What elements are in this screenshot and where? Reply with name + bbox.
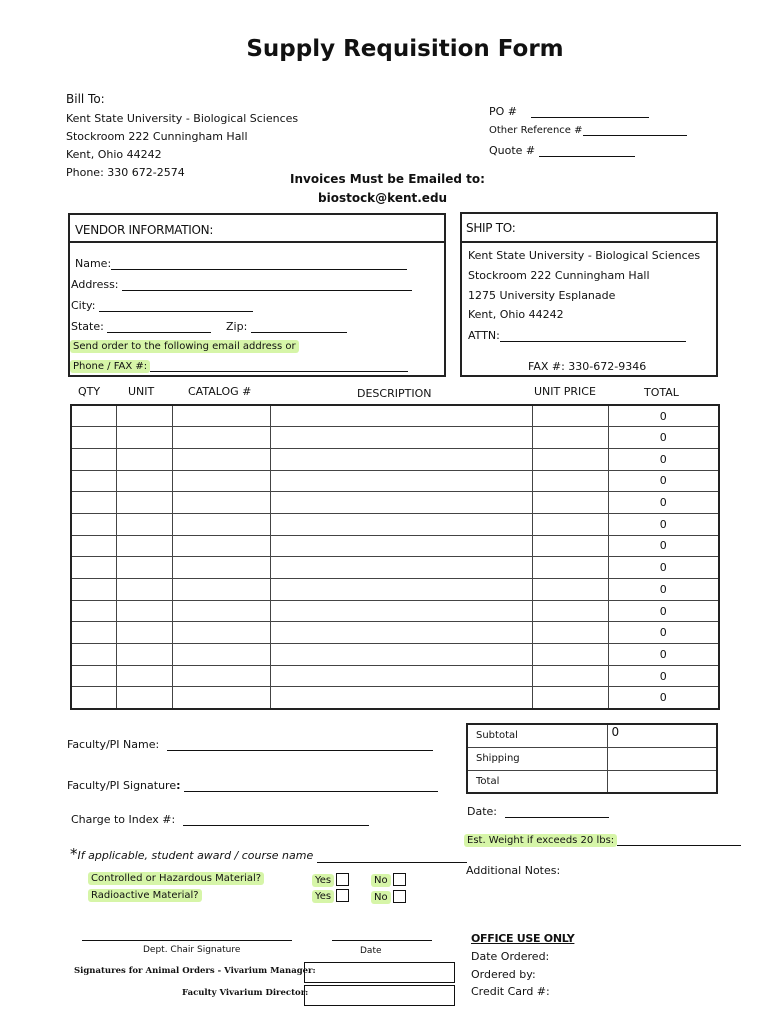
ship-to-line: 1275 University Esplanade [468,289,616,302]
yes-label: Yes [312,890,334,903]
catalog-cell[interactable] [172,470,270,492]
total-cell: 0 [608,470,719,492]
total-row [467,770,717,793]
vivarium-manager-input[interactable] [304,962,455,983]
bill-to-line: Kent, Ohio 44242 [66,148,162,161]
ship-to-box [460,212,718,377]
vendor-city-field[interactable] [71,299,253,312]
total-cell: 0 [608,665,719,687]
bill-to-label: Bill To: [66,92,105,106]
weight-label: Est. Weight if exceeds 20 lbs: [464,834,617,847]
catalog-cell[interactable] [172,427,270,449]
shipping-label: Shipping [467,747,607,770]
column-total: TOTAL [644,386,679,399]
total-cell: 0 [608,535,719,557]
description-cell[interactable] [270,535,532,557]
total-label: Total [467,770,607,793]
unit-price-cell[interactable] [532,513,608,535]
vendor-zip-field[interactable] [226,320,347,333]
unit-cell[interactable] [116,665,172,687]
qty-cell[interactable] [71,513,116,535]
unit-price-cell[interactable] [532,427,608,449]
controlled-material-label: Controlled or Hazardous Material? [88,872,264,885]
quote-input[interactable] [539,156,635,157]
chair-signature-line[interactable] [82,940,292,941]
vendor-city-input[interactable] [99,311,253,312]
vendor-state-input[interactable] [107,332,211,333]
animal-orders-label: Signatures for Animal Orders - Vivarium Manager: [74,966,316,976]
unit-cell[interactable] [116,405,172,427]
column-description: DESCRIPTION [357,387,432,400]
vendor-address-field[interactable] [71,278,412,291]
description-cell[interactable] [270,622,532,644]
controlled-no-option[interactable] [371,873,406,886]
table-row [71,513,719,535]
vendor-zip-input[interactable] [251,332,347,333]
qty-cell[interactable] [71,622,116,644]
unit-price-cell[interactable] [532,687,608,709]
catalog-cell[interactable] [172,405,270,427]
total-value[interactable] [607,770,717,793]
table-row [71,557,719,579]
award-field[interactable] [70,845,467,863]
total-cell: 0 [608,600,719,622]
radioactive-material-label: Radioactive Material? [88,889,202,902]
unit-cell[interactable] [116,470,172,492]
vivarium-director-input[interactable] [304,985,455,1006]
total-cell: 0 [608,687,719,709]
chair-date-label: Date [360,946,382,956]
catalog-cell[interactable] [172,492,270,514]
qty-cell[interactable] [71,644,116,666]
unit-cell[interactable] [116,535,172,557]
totals-table [466,723,718,794]
column-unit-price: UNIT PRICE [534,385,596,398]
additional-notes-label: Additional Notes: [466,864,561,877]
qty-cell[interactable] [71,687,116,709]
send-order-text: Send order to the following email address or [70,340,299,353]
qty-cell[interactable] [71,492,116,514]
date-ordered-label: Date Ordered: [471,950,550,963]
vendor-address-label: Address: [71,278,119,291]
ship-to-header: SHIP TO: [466,221,516,235]
table-row [71,622,719,644]
faculty-name-field[interactable] [67,738,433,751]
invoice-note: Invoices Must be Emailed to: [290,172,485,186]
ship-to-fax: FAX #: 330-672-9346 [528,360,647,373]
unit-cell[interactable] [116,557,172,579]
ship-to-line: Kent, Ohio 44242 [468,308,564,321]
unit-cell[interactable] [116,513,172,535]
unit-cell[interactable] [116,687,172,709]
radioactive-yes-checkbox[interactable] [336,889,349,902]
ordered-by-label: Ordered by: [471,968,536,981]
radioactive-no-option[interactable] [371,890,406,903]
quote-label: Quote # [489,144,536,157]
items-table [70,404,720,710]
unit-cell[interactable] [116,579,172,601]
po-input[interactable] [531,117,649,118]
bill-to-line: Phone: 330 672-2574 [66,166,185,179]
date-label: Date: [467,805,497,818]
qty-cell[interactable] [71,665,116,687]
description-cell[interactable] [270,405,532,427]
qty-cell[interactable] [71,448,116,470]
total-cell: 0 [608,492,719,514]
description-cell[interactable] [270,448,532,470]
quote-field[interactable] [489,144,635,157]
vendor-state-field[interactable] [71,320,211,333]
unit-cell[interactable] [116,448,172,470]
no-label: No [371,891,391,904]
no-label: No [371,874,391,887]
award-label: If applicable, student award / course name [77,849,314,862]
vendor-name-field[interactable] [75,257,407,270]
description-cell[interactable] [270,492,532,514]
table-row [71,492,719,514]
faculty-signature-label: Faculty/PI Signature [67,779,177,792]
table-row [71,687,719,709]
invoice-email: biostock@kent.edu [318,191,448,205]
ship-to-attn-label: ATTN: [468,329,500,342]
unit-price-cell[interactable] [532,579,608,601]
office-use-header: OFFICE USE ONLY [471,932,575,945]
vendor-info-box [68,213,446,377]
vendor-state-label: State: [71,320,104,333]
table-row [71,579,719,601]
unit-cell[interactable] [116,600,172,622]
catalog-cell[interactable] [172,622,270,644]
qty-cell[interactable] [71,600,116,622]
bill-to-line: Stockroom 222 Cunningham Hall [66,130,248,143]
other-reference-field[interactable] [489,125,687,136]
unit-price-cell[interactable] [532,470,608,492]
vendor-name-label: Name: [75,257,112,270]
controlled-yes-checkbox[interactable] [336,873,349,886]
award-input[interactable] [317,862,467,863]
radioactive-no-checkbox[interactable] [393,890,406,903]
date-field[interactable] [467,805,609,818]
po-label: PO # [489,105,518,118]
qty-cell[interactable] [71,405,116,427]
table-row [71,427,719,449]
shipping-value[interactable] [607,747,717,770]
unit-price-cell[interactable] [532,600,608,622]
weight-field[interactable] [464,835,741,846]
subtotal-label: Subtotal [467,724,607,747]
vendor-phone-fax-input[interactable] [150,371,408,372]
faculty-name-label: Faculty/PI Name: [67,738,160,751]
charge-index-input[interactable] [183,825,369,826]
vendor-city-label: City: [71,299,96,312]
column-unit: UNIT [128,385,155,398]
faculty-signature-input[interactable] [184,791,438,792]
ship-to-attn-field[interactable] [468,329,686,342]
table-row [71,600,719,622]
table-row [71,405,719,427]
yes-label: Yes [312,874,334,887]
description-cell[interactable] [270,644,532,666]
unit-price-cell[interactable] [532,644,608,666]
catalog-cell[interactable] [172,535,270,557]
total-cell: 0 [608,405,719,427]
controlled-yes-option[interactable] [312,873,349,886]
vendor-address-input[interactable] [122,290,412,291]
unit-price-cell[interactable] [532,622,608,644]
chair-date-line[interactable] [332,940,432,941]
date-input[interactable] [505,817,609,818]
other-reference-label: Other Reference # [489,125,583,136]
controlled-material-question [88,873,264,884]
vendor-phone-fax-label: Phone / FAX #: [70,360,150,373]
table-row [71,535,719,557]
catalog-cell[interactable] [172,665,270,687]
subtotal-value: 0 [607,724,717,747]
unit-price-cell[interactable] [532,535,608,557]
qty-cell[interactable] [71,470,116,492]
description-cell[interactable] [270,427,532,449]
total-cell: 0 [608,579,719,601]
unit-price-cell[interactable] [532,492,608,514]
charge-index-label: Charge to Index #: [71,813,176,826]
weight-input[interactable] [617,845,741,846]
bill-to-line: Kent State University - Biological Sciences [66,112,299,125]
table-row [71,665,719,687]
description-cell[interactable] [270,665,532,687]
total-cell: 0 [608,448,719,470]
unit-cell[interactable] [116,492,172,514]
catalog-cell[interactable] [172,557,270,579]
award-star: * [70,845,78,863]
unit-cell[interactable] [116,427,172,449]
column-qty: QTY [78,385,101,398]
radioactive-yes-option[interactable] [312,889,349,902]
column-catalog: CATALOG # [188,385,252,398]
controlled-no-checkbox[interactable] [393,873,406,886]
shipping-row [467,747,717,770]
qty-cell[interactable] [71,427,116,449]
vivarium-director-label: Faculty Vivarium Director: [182,988,309,998]
description-cell[interactable] [270,579,532,601]
chair-signature-label: Dept. Chair Signature [143,945,241,955]
qty-cell[interactable] [71,557,116,579]
catalog-cell[interactable] [172,579,270,601]
catalog-cell[interactable] [172,513,270,535]
total-cell: 0 [608,622,719,644]
unit-price-cell[interactable] [532,665,608,687]
charge-index-field[interactable] [71,813,369,826]
ship-to-line: Stockroom 222 Cunningham Hall [468,269,650,282]
vendor-zip-label: Zip: [226,320,248,333]
table-row [71,448,719,470]
unit-price-cell[interactable] [532,405,608,427]
ship-to-line: Kent State University - Biological Sciences [468,249,701,262]
qty-cell[interactable] [71,579,116,601]
faculty-name-input[interactable] [167,750,433,751]
vendor-phone-fax-field[interactable] [70,361,408,372]
total-cell: 0 [608,644,719,666]
subtotal-row [467,724,717,747]
unit-price-cell[interactable] [532,448,608,470]
vendor-name-input[interactable] [111,269,407,270]
table-row [71,644,719,666]
catalog-cell[interactable] [172,644,270,666]
total-cell: 0 [608,513,719,535]
unit-cell[interactable] [116,644,172,666]
description-cell[interactable] [270,513,532,535]
vendor-header: VENDOR INFORMATION: [75,223,214,237]
total-cell: 0 [608,557,719,579]
faculty-signature-field[interactable]: Faculty/PI Signature: [67,779,438,792]
credit-card-label: Credit Card #: [471,985,550,998]
unit-price-cell[interactable] [532,557,608,579]
description-cell[interactable] [270,600,532,622]
total-cell: 0 [608,427,719,449]
page-title: Supply Requisition Form [246,36,564,62]
send-order-note [70,341,299,352]
description-cell[interactable] [270,470,532,492]
table-row [71,470,719,492]
unit-cell[interactable] [116,622,172,644]
catalog-cell[interactable] [172,448,270,470]
po-field[interactable] [489,105,649,118]
other-reference-input[interactable] [583,135,687,136]
ship-to-attn-input[interactable] [500,341,686,342]
description-cell[interactable] [270,687,532,709]
catalog-cell[interactable] [172,687,270,709]
qty-cell[interactable] [71,535,116,557]
description-cell[interactable] [270,557,532,579]
catalog-cell[interactable] [172,600,270,622]
radioactive-material-question [88,890,202,901]
